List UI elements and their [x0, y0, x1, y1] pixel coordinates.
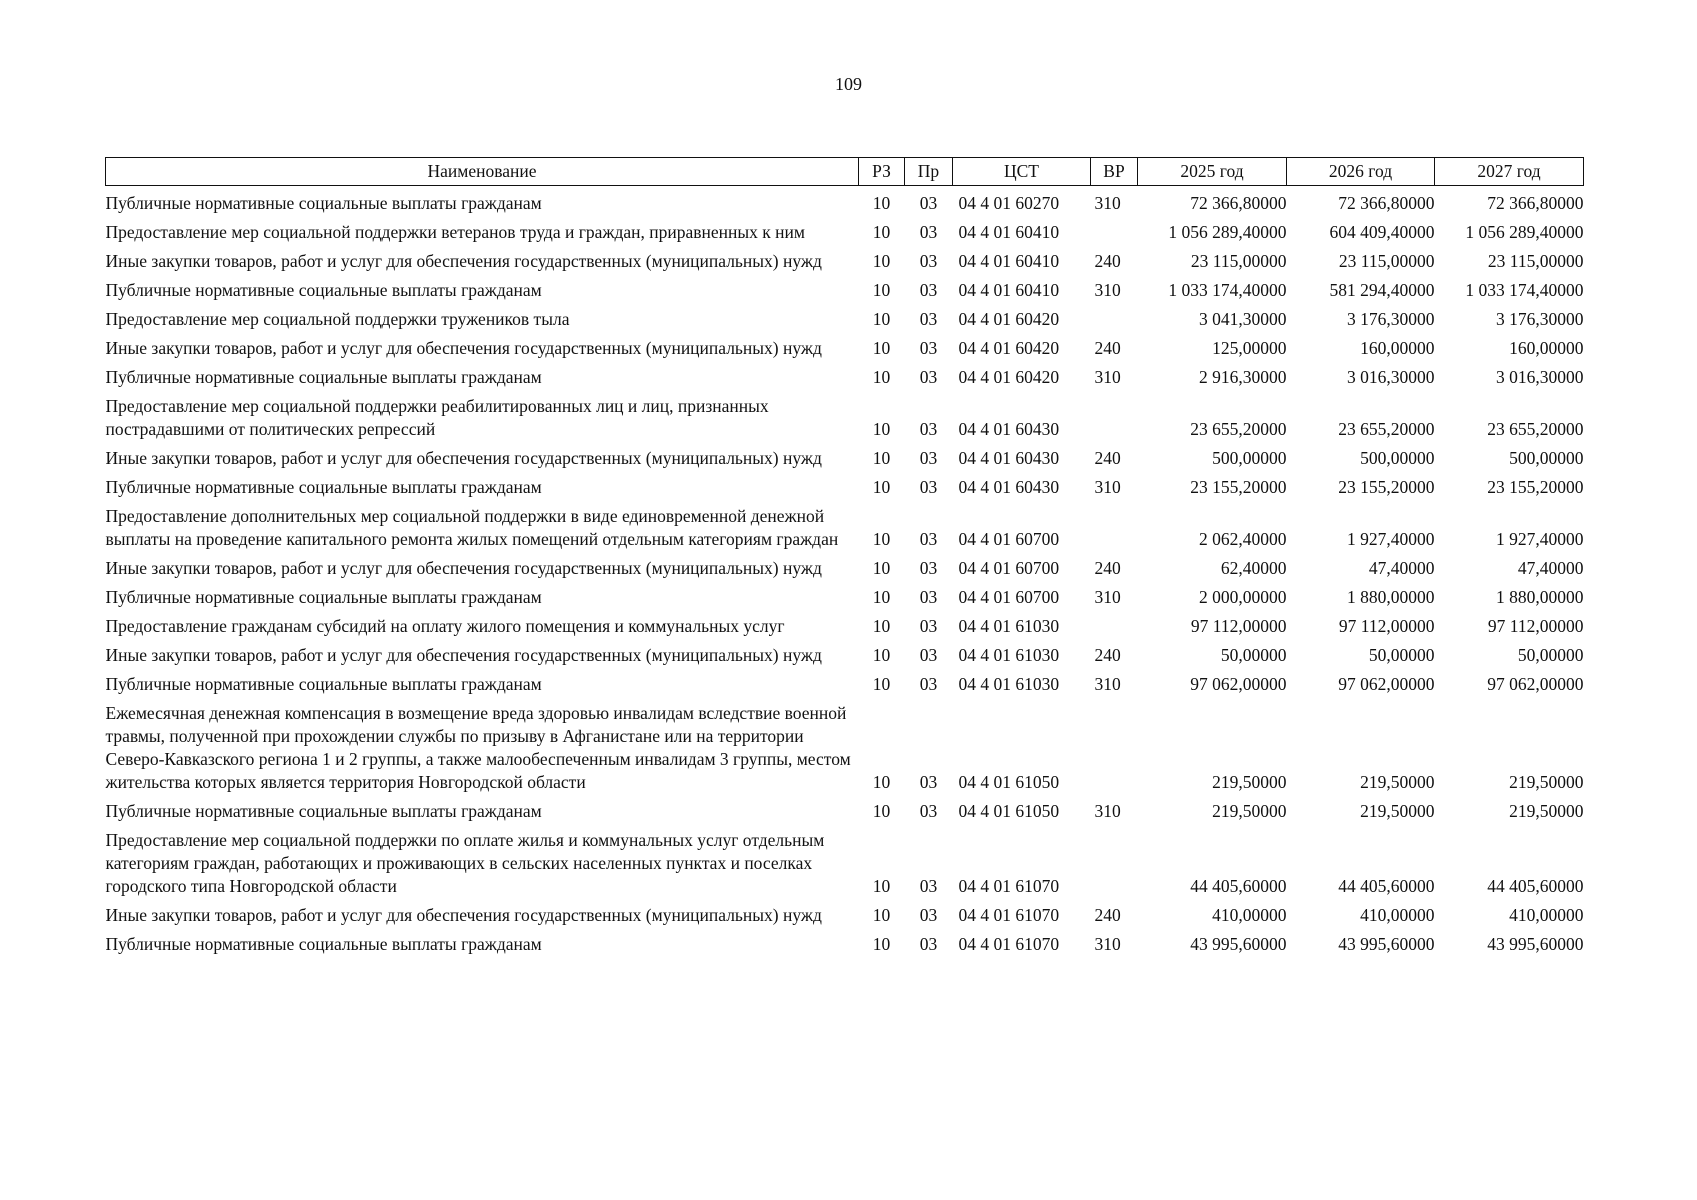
cell-vr: 310 [1094, 801, 1121, 821]
cell-cst: 04 4 01 60410 [958, 280, 1060, 300]
cell-cst: 04 4 01 60410 [958, 222, 1060, 242]
cell-rz: 10 [872, 587, 891, 607]
table-row [106, 638, 1584, 667]
table-header [106, 158, 1584, 186]
cell-pr: 03 [919, 477, 938, 497]
cell-2027: 500,00000 [1509, 448, 1584, 468]
cell-cst: 04 4 01 60430 [958, 477, 1060, 497]
cell-cst: 04 4 01 61030 [958, 645, 1060, 665]
cell-cst: 04 4 01 60420 [958, 338, 1060, 358]
table-row [106, 898, 1584, 927]
cell-name: Предоставление мер социальной поддержки тружеников тыла [105, 309, 570, 329]
cell-rz: 10 [872, 193, 891, 213]
cell-2027: 219,50000 [1509, 772, 1584, 792]
cell-name: Иные закупки товаров, работ и услуг для обеспечения государственных (муниципальных) нужд [105, 448, 822, 468]
cell-pr: 03 [919, 905, 938, 925]
cell-name: Публичные нормативные социальные выплаты гражданам [105, 280, 542, 300]
cell-rz: 10 [872, 338, 891, 358]
cell-vr [1091, 823, 1138, 898]
cell-rz: 10 [872, 419, 891, 439]
cell-pr: 03 [919, 448, 938, 468]
cell-name: Ежемесячная денежная компенсация в возмещение вреда здоровью инвалидам вследствие военной травмы, полученной при прохождении службы по призыву в Афганистане или на территории Северо-Кавказского региона 1 и 2 группы, а также малообеспеченным инвалидам 3 группы, местом жительства которых является территория Новгородской области [105, 703, 851, 792]
cell-2027: 43 995,60000 [1487, 934, 1584, 954]
cell-2025: 1 033 174,40000 [1168, 280, 1287, 300]
cell-vr: 240 [1094, 251, 1121, 271]
cell-vr [1091, 609, 1138, 638]
cell-name: Иные закупки товаров, работ и услуг для обеспечения государственных (муниципальных) нужд [105, 251, 822, 271]
cell-name: Иные закупки товаров, работ и услуг для обеспечения государственных (муниципальных) нужд [105, 338, 822, 358]
cell-cst: 04 4 01 61030 [958, 674, 1060, 694]
cell-name: Публичные нормативные социальные выплаты гражданам [105, 367, 542, 387]
table-row [106, 360, 1584, 389]
header-name: Наименование [106, 158, 859, 186]
header-vr: ВР [1091, 158, 1138, 186]
cell-2025: 23 655,20000 [1190, 419, 1287, 439]
cell-2025: 125,00000 [1212, 338, 1287, 358]
cell-cst: 04 4 01 61070 [958, 934, 1060, 954]
cell-2027: 50,00000 [1517, 645, 1584, 665]
table-row [106, 186, 1584, 216]
cell-vr [1091, 302, 1138, 331]
cell-pr: 03 [919, 934, 938, 954]
cell-2026: 23 115,00000 [1338, 251, 1435, 271]
cell-vr: 310 [1094, 674, 1121, 694]
cell-2026: 44 405,60000 [1338, 876, 1435, 896]
cell-name: Предоставление мер социальной поддержки ветеранов труда и граждан, приравненных к ним [105, 222, 805, 242]
cell-2025: 97 112,00000 [1190, 616, 1287, 636]
cell-name: Предоставление дополнительных мер социальной поддержки в виде единовременной денежной выплаты на проведение капитального ремонта жилых помещений отдельным категориям граждан [105, 506, 839, 549]
table-row [106, 927, 1584, 956]
cell-2027: 219,50000 [1509, 801, 1584, 821]
table-row [106, 244, 1584, 273]
cell-name: Публичные нормативные социальные выплаты гражданам [105, 674, 542, 694]
cell-vr [1091, 696, 1138, 794]
cell-2027: 47,40000 [1517, 558, 1584, 578]
cell-2025: 23 155,20000 [1190, 477, 1287, 497]
cell-name: Публичные нормативные социальные выплаты гражданам [105, 193, 542, 213]
cell-vr: 240 [1094, 558, 1121, 578]
cell-rz: 10 [872, 529, 891, 549]
cell-vr: 240 [1094, 645, 1121, 665]
cell-name: Предоставление гражданам субсидий на оплату жилого помещения и коммунальных услуг [105, 616, 785, 636]
table-header-row [106, 158, 1584, 186]
cell-rz: 10 [872, 309, 891, 329]
cell-2027: 97 062,00000 [1487, 674, 1584, 694]
cell-rz: 10 [872, 558, 891, 578]
cell-pr: 03 [919, 529, 938, 549]
cell-pr: 03 [919, 801, 938, 821]
cell-cst: 04 4 01 60700 [958, 587, 1060, 607]
cell-2026: 581 294,40000 [1329, 280, 1435, 300]
cell-rz: 10 [872, 905, 891, 925]
cell-pr: 03 [919, 772, 938, 792]
cell-rz: 10 [872, 876, 891, 896]
table-row [106, 302, 1584, 331]
table-row [106, 667, 1584, 696]
cell-cst: 04 4 01 60700 [958, 529, 1060, 549]
table-row [106, 696, 1584, 794]
cell-rz: 10 [872, 280, 891, 300]
table-row [106, 389, 1584, 441]
cell-2026: 23 155,20000 [1338, 477, 1435, 497]
cell-2027: 1 056 289,40000 [1465, 222, 1584, 242]
cell-2027: 410,00000 [1509, 905, 1584, 925]
cell-rz: 10 [872, 645, 891, 665]
cell-name: Предоставление мер социальной поддержки по оплате жилья и коммунальных услуг отдельным категориям граждан, работающих и проживающих в сельских населенных пунктах и поселках городского типа Новгородской области [105, 830, 825, 896]
cell-rz: 10 [872, 674, 891, 694]
cell-vr: 240 [1094, 905, 1121, 925]
cell-cst: 04 4 01 60270 [958, 193, 1060, 213]
cell-pr: 03 [919, 280, 938, 300]
cell-2026: 97 112,00000 [1338, 616, 1435, 636]
cell-rz: 10 [872, 477, 891, 497]
cell-pr: 03 [919, 193, 938, 213]
cell-cst: 04 4 01 61050 [958, 772, 1060, 792]
cell-2025: 72 366,80000 [1190, 193, 1287, 213]
cell-rz: 10 [872, 367, 891, 387]
cell-2026: 1 927,40000 [1347, 529, 1435, 549]
cell-pr: 03 [919, 251, 938, 271]
cell-vr: 240 [1094, 448, 1121, 468]
header-2025: 2025 год [1138, 158, 1287, 186]
budget-table-container [105, 157, 1583, 956]
cell-name: Иные закупки товаров, работ и услуг для обеспечения государственных (муниципальных) нужд [105, 645, 822, 665]
cell-2026: 1 880,00000 [1347, 587, 1435, 607]
cell-2026: 604 409,40000 [1329, 222, 1435, 242]
cell-2026: 3 016,30000 [1347, 367, 1435, 387]
cell-2026: 47,40000 [1368, 558, 1435, 578]
cell-2025: 219,50000 [1212, 772, 1287, 792]
cell-vr [1091, 499, 1138, 551]
cell-pr: 03 [919, 309, 938, 329]
cell-vr: 240 [1094, 338, 1121, 358]
cell-2026: 72 366,80000 [1338, 193, 1435, 213]
cell-pr: 03 [919, 587, 938, 607]
budget-table [105, 157, 1584, 956]
cell-2026: 43 995,60000 [1338, 934, 1435, 954]
cell-2026: 50,00000 [1368, 645, 1435, 665]
cell-pr: 03 [919, 419, 938, 439]
cell-name: Публичные нормативные социальные выплаты гражданам [105, 801, 542, 821]
cell-2025: 50,00000 [1220, 645, 1287, 665]
cell-2027: 23 155,20000 [1487, 477, 1584, 497]
cell-2025: 23 115,00000 [1190, 251, 1287, 271]
table-row [106, 470, 1584, 499]
cell-2026: 410,00000 [1360, 905, 1435, 925]
cell-vr: 310 [1094, 934, 1121, 954]
cell-name: Иные закупки товаров, работ и услуг для обеспечения государственных (муниципальных) нужд [105, 905, 822, 925]
cell-cst: 04 4 01 60430 [958, 419, 1060, 439]
table-row [106, 441, 1584, 470]
cell-vr: 310 [1094, 367, 1121, 387]
cell-cst: 04 4 01 60420 [958, 367, 1060, 387]
cell-vr: 310 [1094, 587, 1121, 607]
cell-2027: 1 927,40000 [1496, 529, 1584, 549]
cell-2027: 3 176,30000 [1496, 309, 1584, 329]
cell-2025: 62,40000 [1220, 558, 1287, 578]
cell-2025: 3 041,30000 [1199, 309, 1287, 329]
header-2026: 2026 год [1287, 158, 1435, 186]
cell-cst: 04 4 01 61050 [958, 801, 1060, 821]
cell-pr: 03 [919, 616, 938, 636]
cell-2025: 1 056 289,40000 [1168, 222, 1287, 242]
cell-cst: 04 4 01 60420 [958, 309, 1060, 329]
cell-2027: 1 880,00000 [1496, 587, 1584, 607]
cell-cst: 04 4 01 61070 [958, 905, 1060, 925]
cell-2026: 23 655,20000 [1338, 419, 1435, 439]
cell-cst: 04 4 01 60430 [958, 448, 1060, 468]
cell-2027: 72 366,80000 [1487, 193, 1584, 213]
cell-2025: 97 062,00000 [1190, 674, 1287, 694]
cell-name: Иные закупки товаров, работ и услуг для обеспечения государственных (муниципальных) нужд [105, 558, 822, 578]
table-row [106, 823, 1584, 898]
table-row [106, 215, 1584, 244]
cell-name: Публичные нормативные социальные выплаты гражданам [105, 934, 542, 954]
cell-2027: 23 655,20000 [1487, 419, 1584, 439]
cell-2026: 219,50000 [1360, 801, 1435, 821]
cell-pr: 03 [919, 338, 938, 358]
cell-rz: 10 [872, 448, 891, 468]
table-row [106, 331, 1584, 360]
cell-vr: 310 [1094, 193, 1121, 213]
cell-2025: 219,50000 [1212, 801, 1287, 821]
cell-2026: 97 062,00000 [1338, 674, 1435, 694]
cell-pr: 03 [919, 222, 938, 242]
cell-2027: 1 033 174,40000 [1465, 280, 1584, 300]
table-row [106, 551, 1584, 580]
cell-pr: 03 [919, 367, 938, 387]
cell-cst: 04 4 01 60410 [958, 251, 1060, 271]
header-cst: ЦСТ [953, 158, 1091, 186]
cell-2027: 44 405,60000 [1487, 876, 1584, 896]
cell-2027: 3 016,30000 [1496, 367, 1584, 387]
page-number: 109 [835, 74, 862, 94]
cell-rz: 10 [872, 222, 891, 242]
cell-2025: 2 062,40000 [1199, 529, 1287, 549]
cell-cst: 04 4 01 61030 [958, 616, 1060, 636]
cell-rz: 10 [872, 616, 891, 636]
cell-rz: 10 [872, 251, 891, 271]
header-2027: 2027 год [1435, 158, 1584, 186]
cell-name: Предоставление мер социальной поддержки реабилитированных лиц и лиц, признанных пострадавшими от политических репрессий [105, 396, 769, 439]
cell-vr: 310 [1094, 477, 1121, 497]
cell-pr: 03 [919, 558, 938, 578]
header-rz: РЗ [859, 158, 905, 186]
table-row [106, 794, 1584, 823]
cell-rz: 10 [872, 934, 891, 954]
cell-vr [1091, 389, 1138, 441]
header-pr: Пр [905, 158, 953, 186]
cell-name: Публичные нормативные социальные выплаты гражданам [105, 587, 542, 607]
cell-2025: 500,00000 [1212, 448, 1287, 468]
cell-cst: 04 4 01 60700 [958, 558, 1060, 578]
cell-pr: 03 [919, 876, 938, 896]
table-row [106, 499, 1584, 551]
cell-2027: 23 115,00000 [1487, 251, 1584, 271]
cell-rz: 10 [872, 772, 891, 792]
cell-2026: 500,00000 [1360, 448, 1435, 468]
table-row [106, 273, 1584, 302]
table-row [106, 609, 1584, 638]
cell-2025: 410,00000 [1212, 905, 1287, 925]
cell-2025: 44 405,60000 [1190, 876, 1287, 896]
cell-vr [1091, 215, 1138, 244]
cell-pr: 03 [919, 645, 938, 665]
table-body [106, 186, 1584, 957]
cell-2026: 219,50000 [1360, 772, 1435, 792]
cell-name: Публичные нормативные социальные выплаты гражданам [105, 477, 542, 497]
cell-2026: 3 176,30000 [1347, 309, 1435, 329]
table-row [106, 580, 1584, 609]
cell-pr: 03 [919, 674, 938, 694]
cell-2025: 2 000,00000 [1199, 587, 1287, 607]
cell-2026: 160,00000 [1360, 338, 1435, 358]
cell-2027: 97 112,00000 [1487, 616, 1584, 636]
cell-2027: 160,00000 [1509, 338, 1584, 358]
cell-vr: 310 [1094, 280, 1121, 300]
cell-rz: 10 [872, 801, 891, 821]
cell-2025: 2 916,30000 [1199, 367, 1287, 387]
cell-cst: 04 4 01 61070 [958, 876, 1060, 896]
cell-2025: 43 995,60000 [1190, 934, 1287, 954]
